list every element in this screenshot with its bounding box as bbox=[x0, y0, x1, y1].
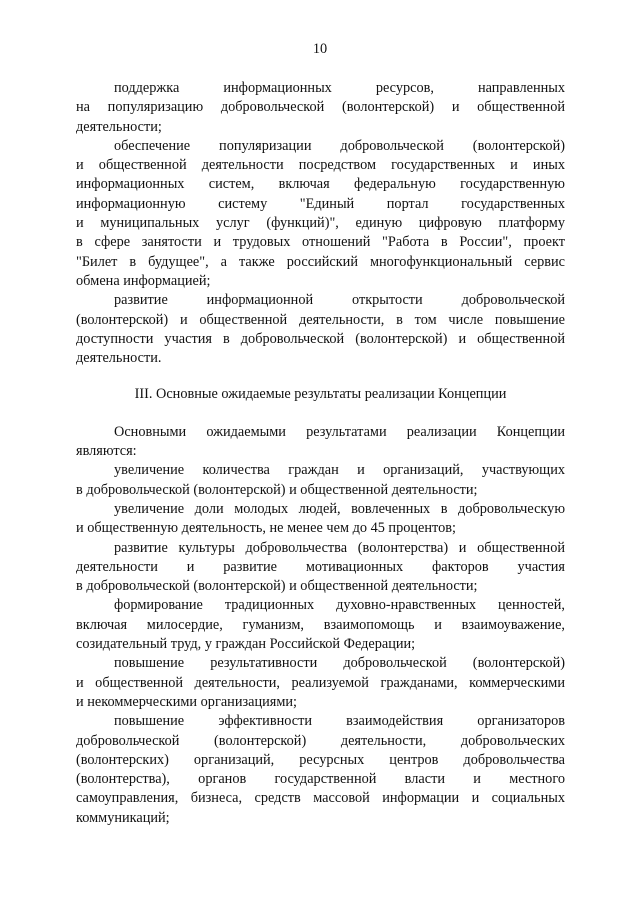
text-line: являются: bbox=[76, 443, 137, 460]
page-body bbox=[76, 79, 565, 828]
text-line: в добровольческой (волонтерской) и общественной деятельности; bbox=[76, 481, 478, 498]
text-line: в сфере занятости и трудовых отношений "Работа в России", проект bbox=[76, 234, 565, 251]
text-line: самоуправления, бизнеса, средств массовой информации и социальных bbox=[76, 790, 565, 807]
section-heading: III. Основные ожидаемые результаты реализации Концепции bbox=[134, 386, 507, 403]
text-line: коммуникаций; bbox=[76, 809, 170, 826]
text-line: развитие информационной открытости добровольческой bbox=[114, 292, 565, 309]
text-line: "Билет в будущее", а также российский многофункциональный сервис bbox=[76, 253, 565, 270]
text-line: в добровольческой (волонтерской) и общественной деятельности; bbox=[76, 578, 478, 595]
text-line: и общественную деятельность, не менее чем до 45 процентов; bbox=[76, 520, 456, 537]
text-line: созидательный труд, у граждан Российской Федерации; bbox=[76, 636, 416, 653]
text-line: включая милосердие, гуманизм, взаимопомощь и взаимоуважение, bbox=[76, 616, 565, 633]
text-line: и общественной деятельности, реализуемой гражданами, коммерческими bbox=[76, 674, 565, 691]
text-line: деятельности. bbox=[76, 350, 162, 367]
text-line: и некоммерческими организациями; bbox=[76, 693, 298, 710]
text-line: и муниципальных услуг (функций)", единую цифровую платформу bbox=[76, 215, 565, 232]
text-line: добровольческой (волонтерской) деятельности, добровольческих bbox=[76, 732, 565, 749]
paragraph-group-2 bbox=[76, 423, 565, 828]
text-line: доступности участия в добровольческой (волонтерской) и общественной bbox=[76, 330, 565, 347]
text-line: и общественной деятельности посредством государственных и иных bbox=[76, 157, 565, 174]
text-line: повышение эффективности взаимодействия организаторов bbox=[114, 713, 565, 730]
text-line: увеличение доли молодых людей, вовлеченных в добровольческую bbox=[114, 500, 565, 517]
text-line: повышение результативности добровольческой (волонтерской) bbox=[114, 655, 565, 672]
text-line: поддержка информационных ресурсов, направленных bbox=[114, 80, 565, 96]
text-line: обмена информацией; bbox=[76, 272, 211, 289]
text-line: увеличение количества граждан и организаций, участвующих bbox=[114, 462, 565, 479]
text-line: Основными ожидаемыми результатами реализации Концепции bbox=[114, 423, 565, 440]
text-line: информационную систему "Единый портал государственных bbox=[76, 195, 565, 212]
text-line: (волонтерских) организаций, ресурсных центров добровольчества bbox=[76, 751, 565, 768]
text-line: обеспечение популяризации добровольческой (волонтерской) bbox=[114, 137, 565, 154]
page-number: 10 bbox=[312, 41, 328, 57]
text-line: развитие культуры добровольчества (волонтерства) и общественной bbox=[114, 539, 565, 556]
text-line: на популяризацию добровольческой (волонтерской) и общественной bbox=[76, 99, 565, 116]
text-line: (волонтерства), органов государственной власти и местного bbox=[76, 771, 565, 788]
paragraph-group-1 bbox=[76, 79, 565, 368]
text-line: (волонтерской) и общественной деятельности, в том числе повышение bbox=[76, 311, 565, 328]
text-line: деятельности и развитие мотивационных факторов участия bbox=[76, 558, 565, 575]
text-line: формирование традиционных духовно-нравственных ценностей, bbox=[114, 597, 565, 614]
text-line: информационных систем, включая федеральную государственную bbox=[76, 176, 565, 193]
text-line: деятельности; bbox=[76, 118, 162, 135]
